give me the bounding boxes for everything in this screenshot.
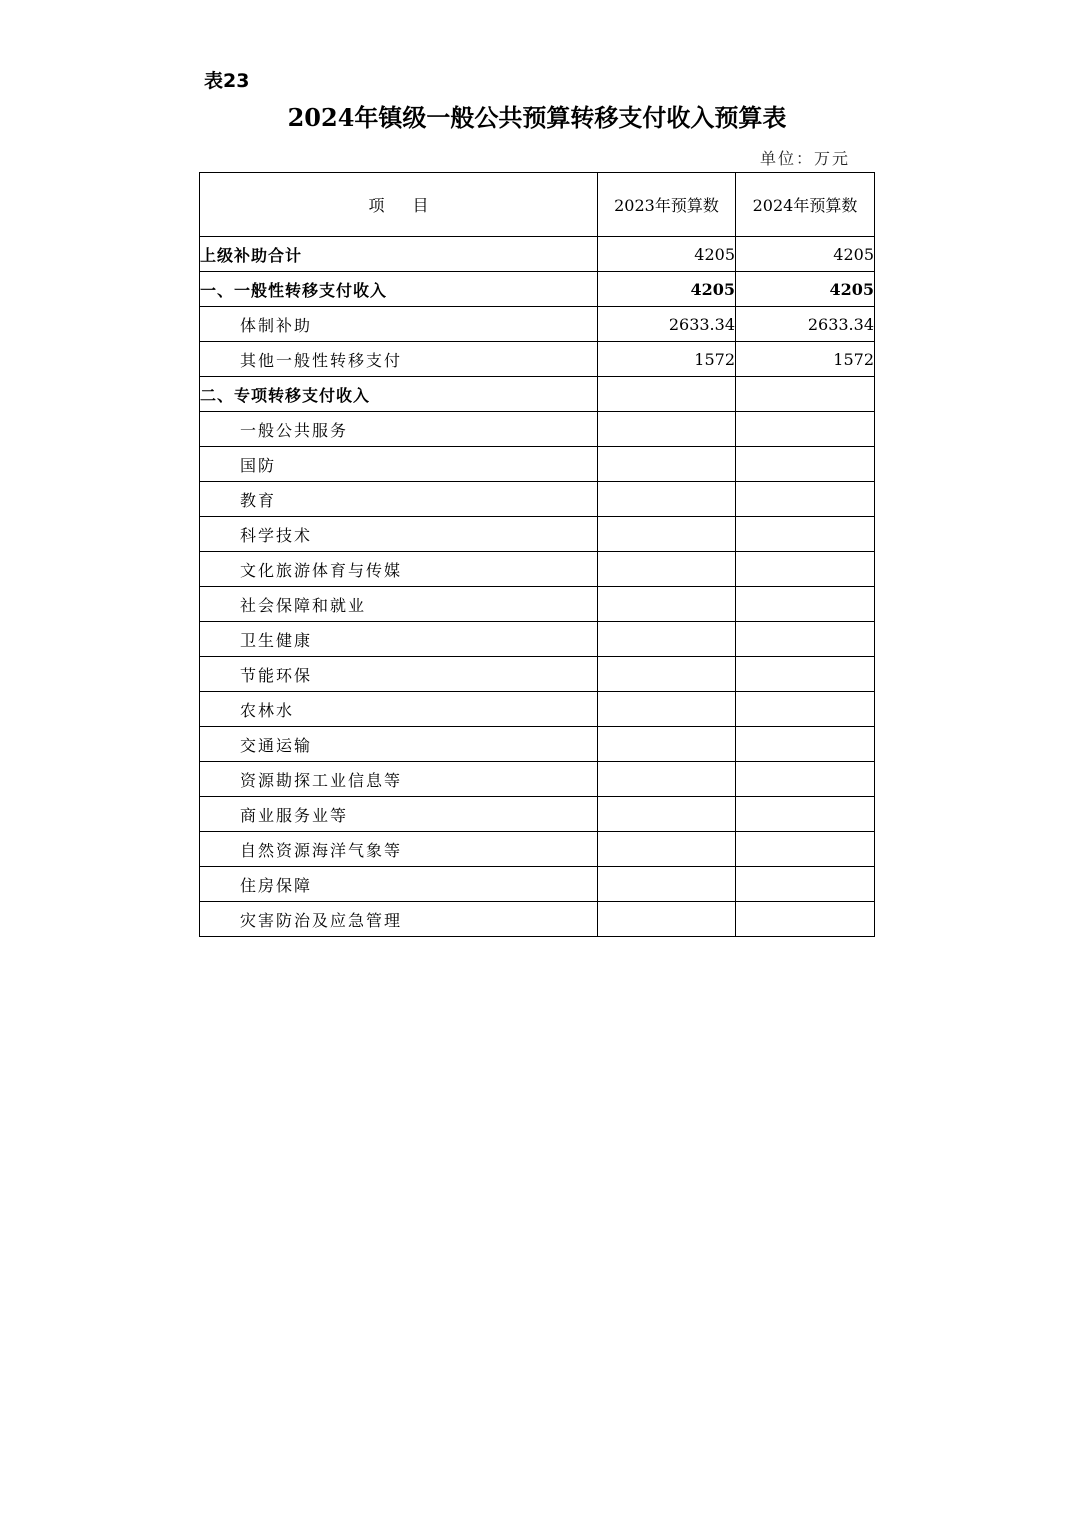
table-body: [200, 237, 875, 937]
table-row: [200, 622, 875, 657]
table-row: [200, 552, 875, 587]
row-2024-value: [736, 587, 875, 622]
row-2024-value: [736, 412, 875, 447]
table-row: [200, 832, 875, 867]
row-2024-value: [736, 552, 875, 587]
row-item-label: 资源勘探工业信息等: [200, 762, 598, 797]
row-2023-value: [598, 377, 736, 412]
table-row: [200, 272, 875, 307]
row-2024-value: [736, 517, 875, 552]
table-row: [200, 342, 875, 377]
row-2023-value: [598, 622, 736, 657]
row-2024-value: [736, 482, 875, 517]
table-row: [200, 412, 875, 447]
row-2023-value: 1572: [598, 342, 736, 377]
row-item-label: 商业服务业等: [200, 797, 598, 832]
row-2024-value: [736, 377, 875, 412]
table-row: [200, 377, 875, 412]
row-2023-value: [598, 482, 736, 517]
row-2023-value: [598, 727, 736, 762]
row-2023-value: 4205: [598, 272, 736, 307]
row-item-label: 农林水: [200, 692, 598, 727]
row-2023-value: [598, 657, 736, 692]
table-row: [200, 902, 875, 937]
row-2023-value: [598, 692, 736, 727]
table-row: [200, 587, 875, 622]
row-2023-value: [598, 517, 736, 552]
table-row: [200, 727, 875, 762]
row-2023-value: 4205: [598, 237, 736, 272]
row-2023-value: [598, 762, 736, 797]
table-header-row: [200, 173, 875, 237]
row-2024-value: [736, 727, 875, 762]
row-2024-value: [736, 447, 875, 482]
row-2024-value: [736, 867, 875, 902]
header-item: 项目: [200, 173, 598, 237]
row-2024-value: [736, 832, 875, 867]
unit-label: 单位：万元: [760, 149, 851, 168]
table-number-label: 表23: [204, 70, 250, 92]
header-2023-budget: 2023年预算数: [598, 173, 736, 237]
row-item-label: 卫生健康: [200, 622, 598, 657]
row-2024-value: 4205: [736, 237, 875, 272]
budget-table: [199, 172, 875, 937]
row-item-label: 国防: [200, 447, 598, 482]
row-2023-value: [598, 902, 736, 937]
row-2023-value: [598, 797, 736, 832]
row-item-label: 一、一般性转移支付收入: [200, 272, 598, 307]
row-item-label: 社会保障和就业: [200, 587, 598, 622]
row-2024-value: 2633.34: [736, 307, 875, 342]
row-2024-value: 4205: [736, 272, 875, 307]
row-2023-value: [598, 832, 736, 867]
row-item-label: 体制补助: [200, 307, 598, 342]
row-2024-value: [736, 762, 875, 797]
row-2024-value: [736, 692, 875, 727]
header-2024-budget: 2024年预算数: [736, 173, 875, 237]
row-item-label: 灾害防治及应急管理: [200, 902, 598, 937]
row-2023-value: [598, 412, 736, 447]
row-2023-value: [598, 552, 736, 587]
row-item-label: 上级补助合计: [200, 237, 598, 272]
row-2024-value: 1572: [736, 342, 875, 377]
row-item-label: 住房保障: [200, 867, 598, 902]
row-item-label: 教育: [200, 482, 598, 517]
table-row: [200, 517, 875, 552]
row-item-label: 文化旅游体育与传媒: [200, 552, 598, 587]
row-item-label: 自然资源海洋气象等: [200, 832, 598, 867]
row-2024-value: [736, 657, 875, 692]
table-row: [200, 692, 875, 727]
row-2023-value: [598, 587, 736, 622]
row-2024-value: [736, 902, 875, 937]
row-item-label: 一般公共服务: [200, 412, 598, 447]
row-2023-value: [598, 867, 736, 902]
table-row: [200, 867, 875, 902]
row-2023-value: 2633.34: [598, 307, 736, 342]
table-row: [200, 237, 875, 272]
row-item-label: 二、专项转移支付收入: [200, 377, 598, 412]
row-item-label: 节能环保: [200, 657, 598, 692]
table-row: [200, 762, 875, 797]
table-row: [200, 482, 875, 517]
row-item-label: 交通运输: [200, 727, 598, 762]
row-2024-value: [736, 797, 875, 832]
document-title: 2024年镇级一般公共预算转移支付收入预算表: [287, 103, 787, 132]
table-row: [200, 307, 875, 342]
row-2024-value: [736, 622, 875, 657]
row-item-label: 科学技术: [200, 517, 598, 552]
table-row: [200, 797, 875, 832]
table-row: [200, 657, 875, 692]
row-item-label: 其他一般性转移支付: [200, 342, 598, 377]
table-row: [200, 447, 875, 482]
row-2023-value: [598, 447, 736, 482]
